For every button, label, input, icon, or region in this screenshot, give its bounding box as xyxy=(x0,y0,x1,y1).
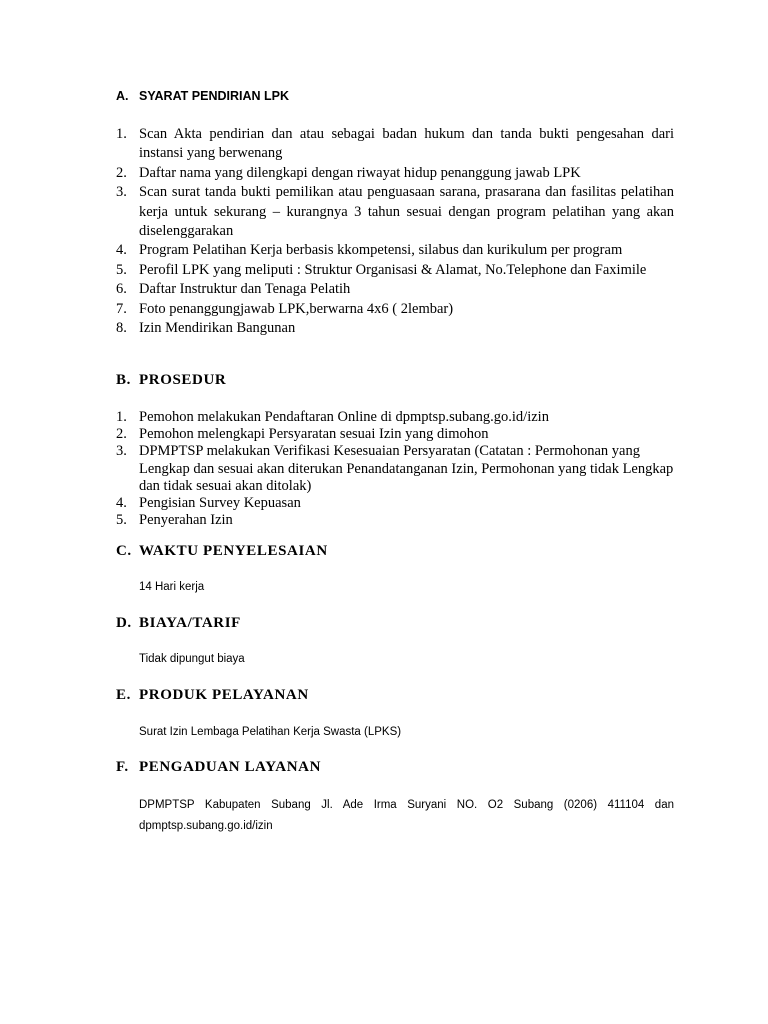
item-number: 8. xyxy=(116,320,127,337)
section-b-title: PROSEDUR xyxy=(139,372,227,388)
section-f-letter: F. xyxy=(116,759,129,775)
section-c-letter: C. xyxy=(116,543,132,559)
item-text: Pengisian Survey Kepuasan xyxy=(139,495,301,512)
requirements-list xyxy=(116,125,674,338)
list-item xyxy=(116,319,674,338)
list-item xyxy=(116,443,674,495)
section-e-heading xyxy=(116,687,309,704)
item-number: 5. xyxy=(116,261,127,278)
section-c-title: WAKTU PENYELESAIAN xyxy=(139,543,328,559)
item-text: Scan surat tanda bukti pemilikan atau penguasaan sarana, prasarana dan fasilitas pelatihan kerja untuk sekurang – kurangnya 3 tahun sesuai dengan program pelatihan yang akan diselenggarakan xyxy=(139,184,674,240)
section-f-heading xyxy=(116,759,321,776)
section-b-heading xyxy=(116,372,226,389)
completion-time-text: 14 Hari kerja xyxy=(139,581,205,593)
complaint-contact-text: DPMPTSP Kabupaten Subang Jl. Ade Irma Suryani NO. O2 Subang (0206) 411104 dan dpmptsp.subang.go.id/izin xyxy=(139,799,674,832)
procedure-list xyxy=(116,409,674,529)
item-number: 1. xyxy=(116,409,127,425)
item-text: Daftar Instruktur dan Tenaga Pelatih xyxy=(139,281,351,298)
item-number: 5. xyxy=(116,512,127,529)
section-d-heading xyxy=(116,615,241,632)
item-number: 2. xyxy=(116,426,127,443)
list-item xyxy=(116,280,674,299)
list-item xyxy=(116,512,674,529)
item-text: DPMPTSP melakukan Verifikasi Kesesuaian Persyaratan (Catatan : Permohonan yang Lengkap dan sesuai akan diterukan Penandatanganan Izin, Permohonan yang tidak Lengkap dan tidak sesuai akan ditolak) xyxy=(139,443,674,494)
list-item xyxy=(116,300,674,319)
section-d-title: BIAYA/TARIF xyxy=(139,615,241,631)
item-number: 1. xyxy=(116,126,127,142)
item-text: Penyerahan Izin xyxy=(139,512,233,529)
item-text: Pemohon melakukan Pendaftaran Online di dpmptsp.subang.go.id/izin xyxy=(139,409,549,425)
section-a-heading xyxy=(116,89,289,103)
section-c-heading xyxy=(116,543,328,560)
item-text: Pemohon melengkapi Persyaratan sesuai Izin yang dimohon xyxy=(139,426,489,443)
section-a-title: SYARAT PENDIRIAN LPK xyxy=(139,89,290,103)
item-number: 6. xyxy=(116,281,127,298)
item-text: Daftar nama yang dilengkapi dengan riwayat hidup penanggung jawab LPK xyxy=(139,164,581,181)
item-text: Perofil LPK yang meliputi : Struktur Organisasi & Alamat, No.Telephone dan Faximile xyxy=(139,261,647,278)
item-number: 4. xyxy=(116,495,127,512)
section-a-letter: A. xyxy=(116,89,129,103)
item-number: 7. xyxy=(116,300,127,317)
list-item xyxy=(116,261,674,280)
list-item xyxy=(116,495,674,512)
item-text: Izin Mendirikan Bangunan xyxy=(139,320,296,337)
item-number: 2. xyxy=(116,164,127,181)
list-item xyxy=(116,125,674,164)
section-e-letter: E. xyxy=(116,687,131,703)
fee-text: Tidak dipungut biaya xyxy=(139,653,245,665)
section-e-title: PRODUK PELAYANAN xyxy=(139,687,309,703)
item-text: Scan Akta pendirian dan atau sebagai badan hukum dan tanda bukti pengesahan dari instansi yang berwenang xyxy=(139,126,674,162)
list-item xyxy=(116,164,674,183)
item-number: 3. xyxy=(116,184,127,201)
list-item xyxy=(116,183,674,241)
section-f-title: PENGADUAN LAYANAN xyxy=(139,759,322,775)
list-item xyxy=(116,409,674,426)
item-number: 3. xyxy=(116,443,127,460)
item-text: Program Pelatihan Kerja berbasis kkompetensi, silabus dan kurikulum per program xyxy=(139,242,623,259)
section-b-letter: B. xyxy=(116,372,131,388)
item-text: Foto penanggungjawab LPK,berwarna 4x6 ( 2lembar) xyxy=(139,300,454,317)
list-item xyxy=(116,426,674,443)
service-product-text: Surat Izin Lembaga Pelatihan Kerja Swasta (LPKS) xyxy=(139,726,402,738)
item-number: 4. xyxy=(116,242,127,259)
list-item xyxy=(116,241,674,260)
section-d-letter: D. xyxy=(116,615,132,631)
